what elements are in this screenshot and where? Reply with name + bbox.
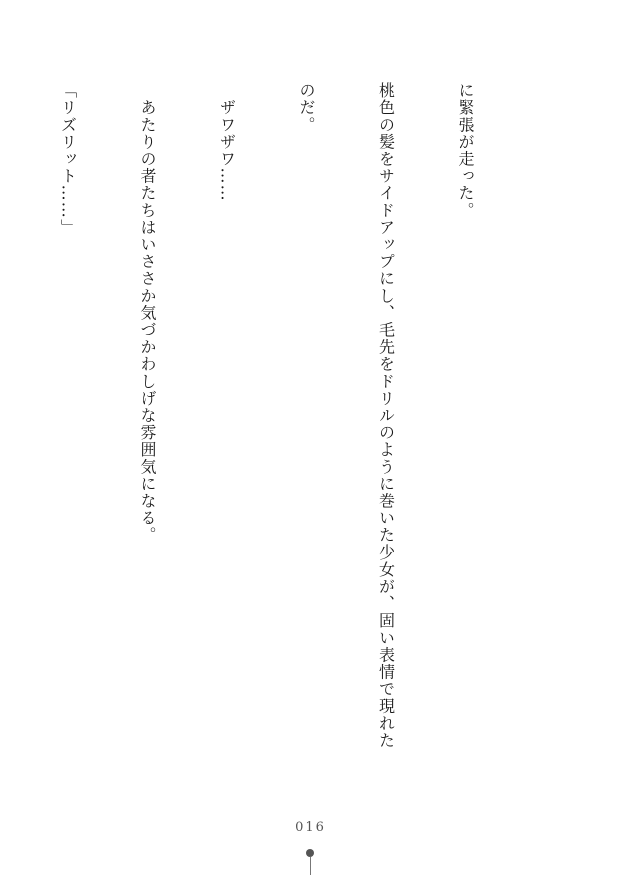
text-line: 桃色の髪をサイドアップにし、毛先をドリルのように巻いた少女が、固い表情で現れた [376, 82, 396, 749]
text-line: あたりの者たちはいささか気づかわしげな雰囲気になる。 [138, 82, 157, 544]
text-line: に緊張が走った。 [456, 82, 475, 219]
footer-dot-ornament [306, 849, 314, 857]
text-line: 「リズリット……」 [58, 82, 78, 236]
page-number: 016 [295, 820, 326, 835]
vertical-text-body [58, 82, 531, 782]
footer-line-ornament [310, 857, 311, 875]
text-line: ザワザワ…… [217, 82, 237, 202]
text-line: のだ。 [297, 82, 316, 134]
text-line [0, 82, 1, 782]
